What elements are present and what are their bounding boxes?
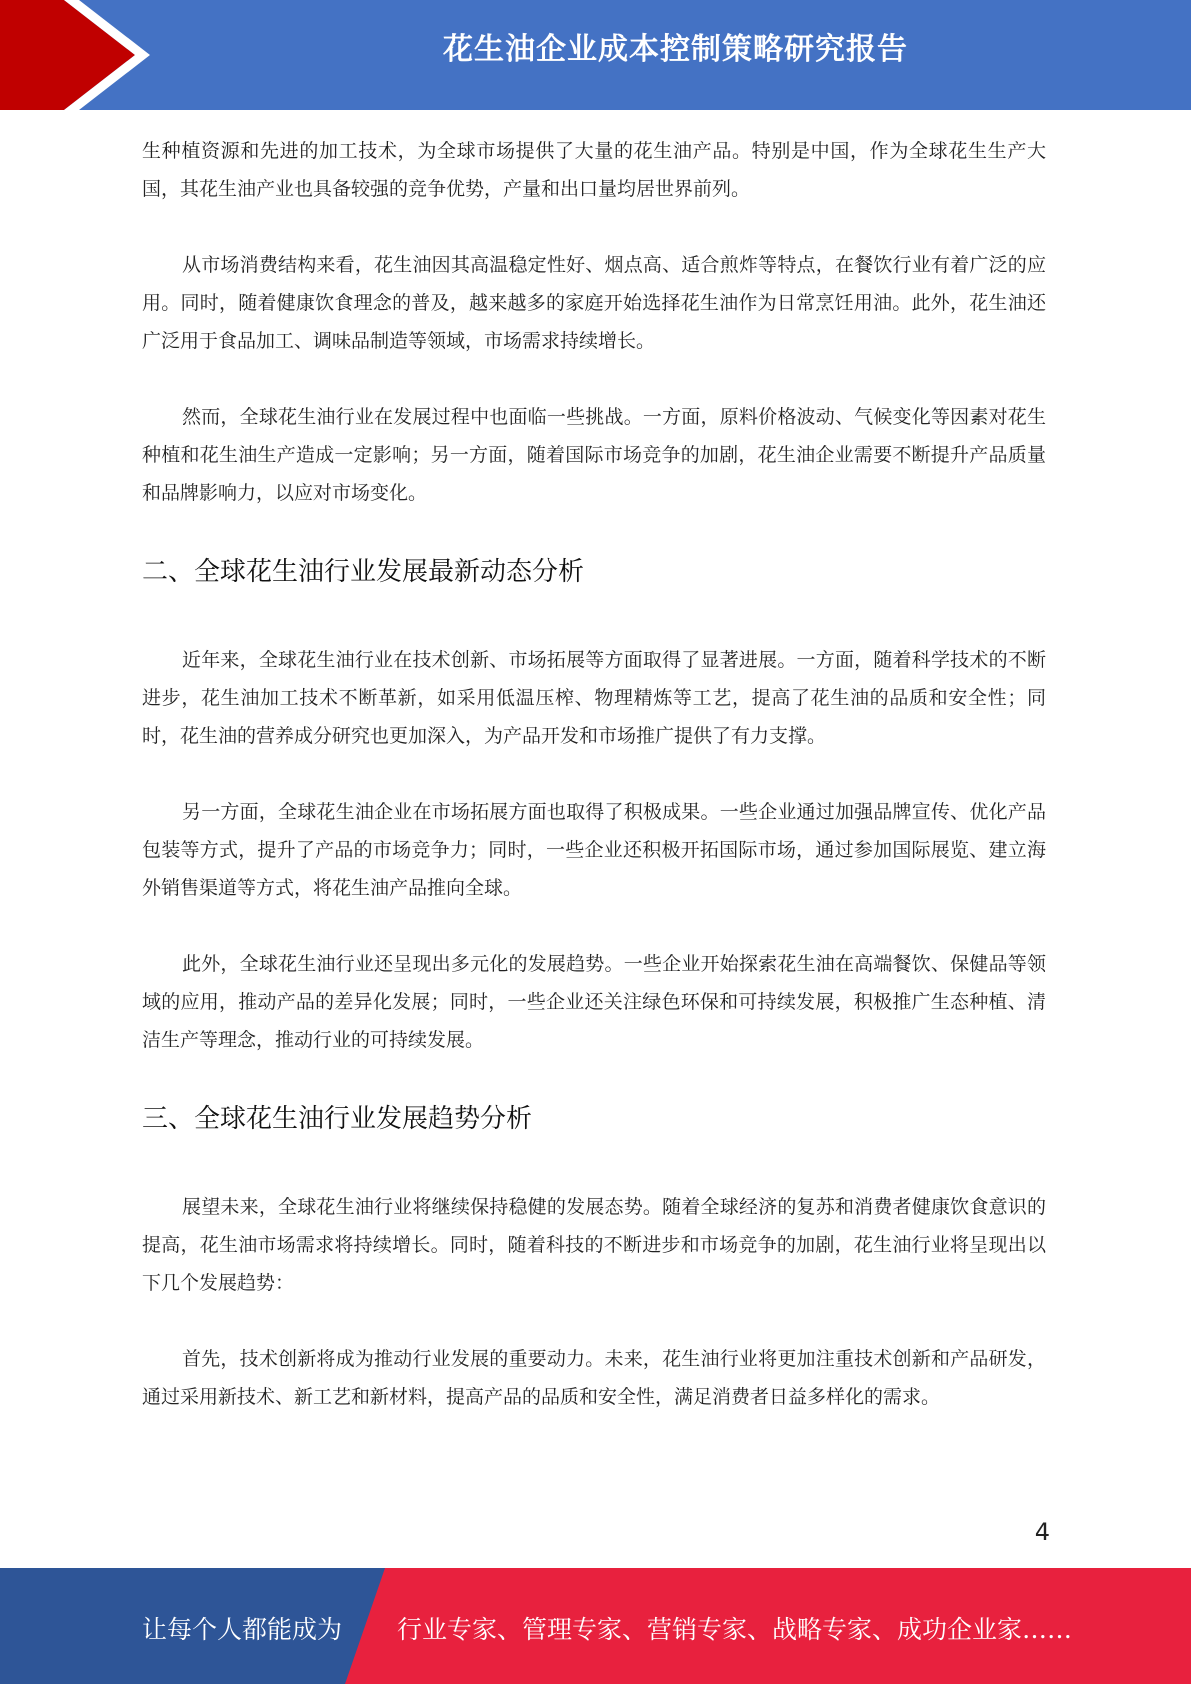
paragraph: 然而，全球花生油行业在发展过程中也面临一些挑战。一方面，原料价格波动、气候变化等因素对花生种植和花生油生产造成一定影响；另一方面，随着国际市场竞争的加剧，花生油企业需要不断提升产品质量和品牌影响力，以应对市场变化。 [142, 406, 1046, 504]
paragraph: 近年来，全球花生油行业在技术创新、市场拓展等方面取得了显著进展。一方面，随着科学技术的不断进步，花生油加工技术不断革新，如采用低温压榨、物理精炼等工艺，提高了花生油的品质和安全性；同时，花生油的营养成分研究也更加深入，为产品开发和市场推广提供了有力支撑。 [142, 649, 1046, 747]
paragraph: 首先，技术创新将成为推动行业发展的重要动力。未来，花生油行业将更加注重技术创新和产品研发，通过采用新技术、新工艺和新材料，提高产品的品质和安全性，满足消费者日益多样化的需求。 [142, 1348, 1046, 1408]
section-heading-3: 三、全球花生油行业发展趋势分析 [142, 1104, 533, 1134]
page-number: 4 [1034, 1518, 1050, 1546]
paragraph: 生种植资源和先进的加工技术，为全球市场提供了大量的花生油产品。特别是中国，作为全球花生生产大国，其花生油产业也具备较强的竞争优势，产量和出口量均居世界前列。 [142, 140, 1046, 200]
paragraph: 展望未来，全球花生油行业将继续保持稳健的发展态势。随着全球经济的复苏和消费者健康饮食意识的提高，花生油市场需求将持续增长。同时，随着科技的不断进步和市场竞争的加剧，花生油行业将呈现出以下几个发展趋势： [142, 1196, 1046, 1294]
report-title: 花生油企业成本控制策略研究报告 [443, 32, 908, 67]
section-heading-2: 二、全球花生油行业发展最新动态分析 [142, 557, 585, 587]
paragraph: 此外，全球花生油行业还呈现出多元化的发展趋势。一些企业开始探索花生油在高端餐饮、保健品等领域的应用，推动产品的差异化发展；同时，一些企业还关注绿色环保和可持续发展，积极推广生态种植、清洁生产等理念，推动行业的可持续发展。 [142, 953, 1046, 1051]
paragraph: 从市场消费结构来看，花生油因其高温稳定性好、烟点高、适合煎炸等特点，在餐饮行业有着广泛的应用。同时，随着健康饮食理念的普及，越来越多的家庭开始选择花生油作为日常烹饪用油。此外，花生油还广泛用于食品加工、调味品制造等领域，市场需求持续增长。 [142, 254, 1046, 352]
footer-slogan-right: 行业专家、管理专家、营销专家、战略专家、成功企业家…… [397, 1615, 1073, 1644]
page-content [142, 132, 1046, 1416]
header-band [0, 0, 1191, 110]
footer-slogan-left: 让每个人都能成为 [142, 1615, 343, 1644]
paragraph: 另一方面，全球花生油企业在市场拓展方面也取得了积极成果。一些企业通过加强品牌宣传、优化产品包装等方式，提升了产品的市场竞争力；同时，一些企业还积极开拓国际市场，通过参加国际展览、建立海外销售渠道等方式，将花生油产品推向全球。 [142, 801, 1046, 899]
footer-band [0, 1568, 1191, 1684]
